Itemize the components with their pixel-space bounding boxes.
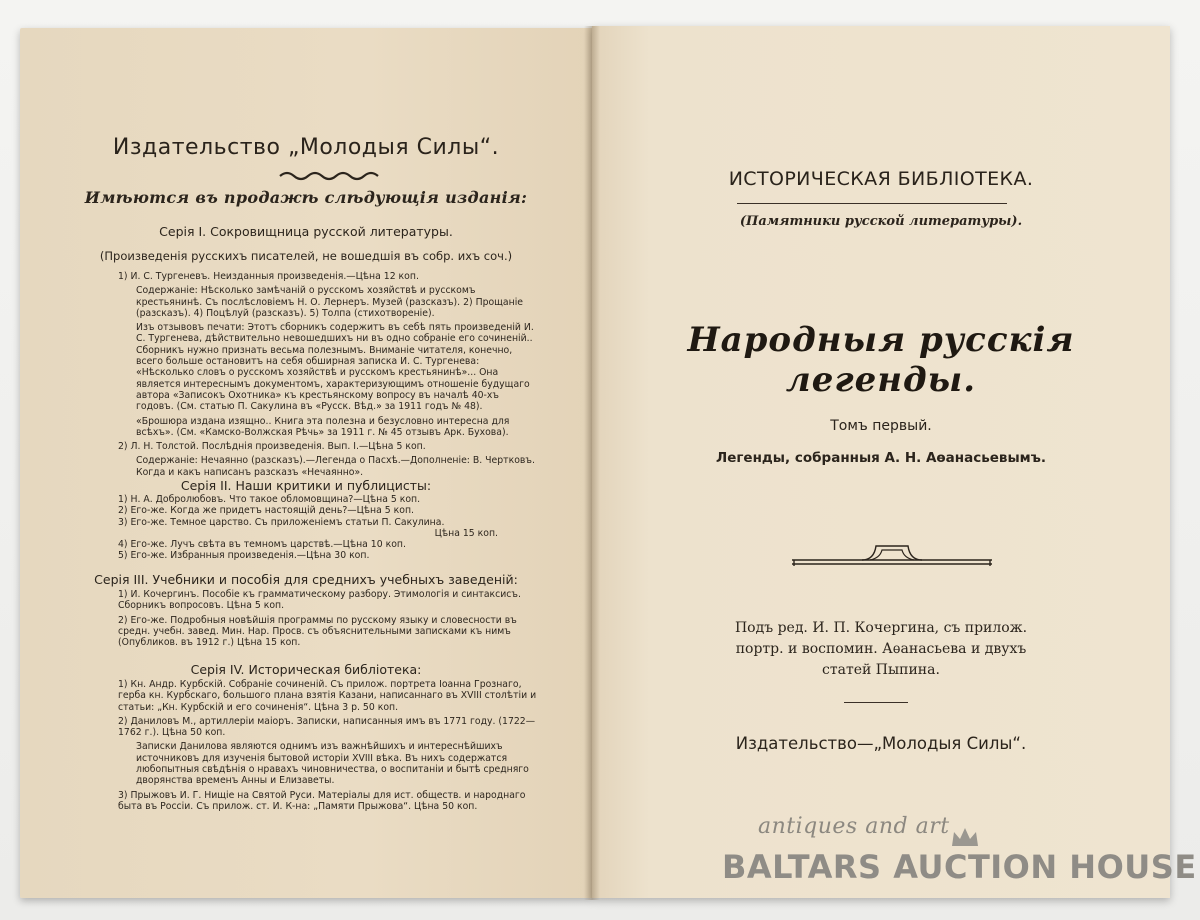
series1-list [118, 271, 538, 481]
book-title: Народныя русскія легенды. [687, 320, 1075, 400]
editorial-note [592, 618, 1170, 681]
series1-item1-quote: «Брошюра издана изящно.. Книга эта полезна и безусловно интересна для всѣхъ». (См. «Камско-Волжская Рѣчь» за 1911 г. № 45 отзывъ Арк. Бухова). [136, 415, 510, 438]
series3-item2: 2) Его-же. Подробныя новѣйшія программы по русскому языку и словесности въ средн. учебн. завед. Мин. Нар. Просв. съ объяснительными записками къ нимъ (Опубликов. въ 1912 г.) Цѣна 15 коп. [118, 614, 517, 649]
squiggle-ornament-icon [275, 168, 385, 184]
series2-item4: 4) Его-же. Лучъ свѣта въ темномъ царствѣ.—Цѣна 10 коп. [118, 539, 406, 551]
series4-item3: 3) Прыжовъ И. Г. Нищіе на Святой Руси. Матеріалы для ист. обществ. и народнаго быта въ Россіи. Съ прилож. ст. И. К-на: „Памяти Прыжова“. Цѣна 50 коп. [118, 789, 526, 812]
library-title: ИСТОРИЧЕСКАЯ БИБЛІОТЕКА. [728, 168, 1034, 190]
ornament-icon [792, 536, 992, 576]
library-underline [737, 203, 1007, 204]
series1-item1-reviews: Изъ отзывовъ печати: Этотъ сборникъ содержитъ въ себѣ пять произведеній И. С. Тургенева, дѣйствительно невошедшихъ ни въ одно собраніе его сочиненій.. Сборникъ нужно признать весьма полезнымъ. Вниманіе читателя, конечно, всего больше остановитъ на себя обширная записка И. С. Тургенева: «Нѣсколько словъ о русскомъ хозяйствѣ и русскомъ крестьянинѣ»... Она является интереснымъ документомъ, характеризующимъ отношеніе будущаго автора «Записокъ Охотника» къ крестьянскому вопросу въ началѣ 40-хъ годовъ. (См. статью П. Сакулина въ «Русск. Вѣд.» за 1911 годъ № 48). [136, 322, 534, 413]
volume-label: Томъ первый. [830, 418, 932, 434]
series1-item2: 2) Л. Н. Толстой. Послѣднія произведенія. Вып. I.—Цѣна 5 коп. [118, 441, 426, 453]
series3-title: Серія III. Учебники и пособія для среднихъ учебныхъ заведеній: [94, 572, 518, 587]
series4-list [118, 679, 538, 815]
series4-item2-content: Записки Данилова являются однимъ изъ важнѣйшихъ и интереснѣйшихъ источниковъ для изученія бытовой исторіи XVIII вѣка. Въ нихъ содержатся любопытныя свѣдѣнія о нравахъ чиновничества, о воспитаніи и бытѣ средняго дворянства временъ Анны и Елизаветы. [136, 741, 529, 787]
series1-note: (Произведенія русскихъ писателей, не вошедшія въ собр. ихъ соч.) [99, 249, 513, 263]
collected-by: Легенды, собранныя А. Н. Аѳанасьевымъ. [716, 450, 1046, 466]
editorial-line-1: Подъ ред. И. П. Кочергина, съ прилож. [734, 620, 1028, 636]
series2-item3: 3) Его-же. Темное царство. Съ приложеніемъ статьи П. Сакулина. [118, 516, 445, 528]
available-heading: Имѣются въ продажѣ слѣдующія изданія: [84, 188, 528, 207]
left-page [20, 28, 592, 898]
series4-item1: 1) Кн. Андр. Курбскій. Собраніе сочиненій. Съ прилож. портрета Іоанна Грознаго, герба кн. Курбскаго, большого плана взятія Казани, написаннаго въ XVIII столѣтіи и статьи: „Кн. Курбскій и его сочиненія“. Цѣна 3 р. 50 коп. [118, 679, 537, 713]
series1-item1: 1) И. С. Тургеневъ. Неизданныя произведенія.—Цѣна 12 коп. [118, 271, 419, 282]
crown-icon [950, 826, 980, 850]
series1-title: Серія I. Сокровищница русской литературы. [159, 224, 453, 239]
series2-item1: 1) Н. А. Добролюбовъ. Что такое обломовщина?—Цѣна 5 коп. [118, 494, 421, 505]
series1-item1-content: Содержаніе: Нѣсколько замѣчаній о русскомъ хозяйствѣ и русскомъ крестьянинѣ. Съ послѣсловіемъ Н. О. Лернеръ. Музей (разсказъ). 2) Прощаніе (разсказъ). 4) Поцѣлуй (разсказъ). 5) Толпа (стихотвореніе). [136, 285, 523, 319]
series3-item1: 1) И. Кочергинъ. Пособіе къ грамматическому разбору. Этимологія и синтаксисъ. Сборникъ вопросовъ. Цѣна 5 коп. [118, 589, 521, 612]
watermark-tagline: antiques and art [758, 814, 950, 839]
book-spine [584, 26, 600, 900]
watermark-brand: BALTARS AUCTION HOUSE [722, 848, 1197, 886]
monuments-subtitle: (Памятники русской литературы). [739, 214, 1023, 229]
editorial-line-3: статей Пыпина. [822, 662, 940, 678]
series2-item5: 5) Его-же. Избранныя произведенія.—Цѣна 30 коп. [118, 550, 370, 562]
series2-title: Серія II. Наши критики и публицисты: [180, 478, 432, 493]
divider-line [844, 702, 908, 703]
series1-item2-content: Содержаніе: Нечаянно (разсказъ).—Легенда о Пасхѣ.—Дополненіе: В. Чертковъ. Когда и какъ написанъ разсказъ «Нечаянно». [136, 455, 535, 478]
series4-item2: 2) Даниловъ М., артиллеріи маіоръ. Записки, написанныя имъ въ 1771 году. (1722—1762 г.). Цѣна 50 коп. [118, 715, 536, 739]
series2-item3-price: Цѣна 15 коп. [434, 527, 498, 539]
series2-item2: 2) Его-же. Когда же придетъ настоящій день?—Цѣна 5 коп. [118, 505, 414, 517]
publisher-heading: Издательство „Молодыя Силы“. [112, 135, 500, 160]
series3-list [118, 589, 538, 651]
series2-list [118, 494, 538, 562]
editorial-line-2: портр. и воспомин. Аѳанасьева и двухъ [735, 641, 1027, 657]
right-page [592, 26, 1170, 898]
publisher-footer: Издательство—„Молодыя Силы“. [735, 734, 1027, 753]
series4-title: Серія IV. Историческая библіотека: [190, 662, 422, 677]
